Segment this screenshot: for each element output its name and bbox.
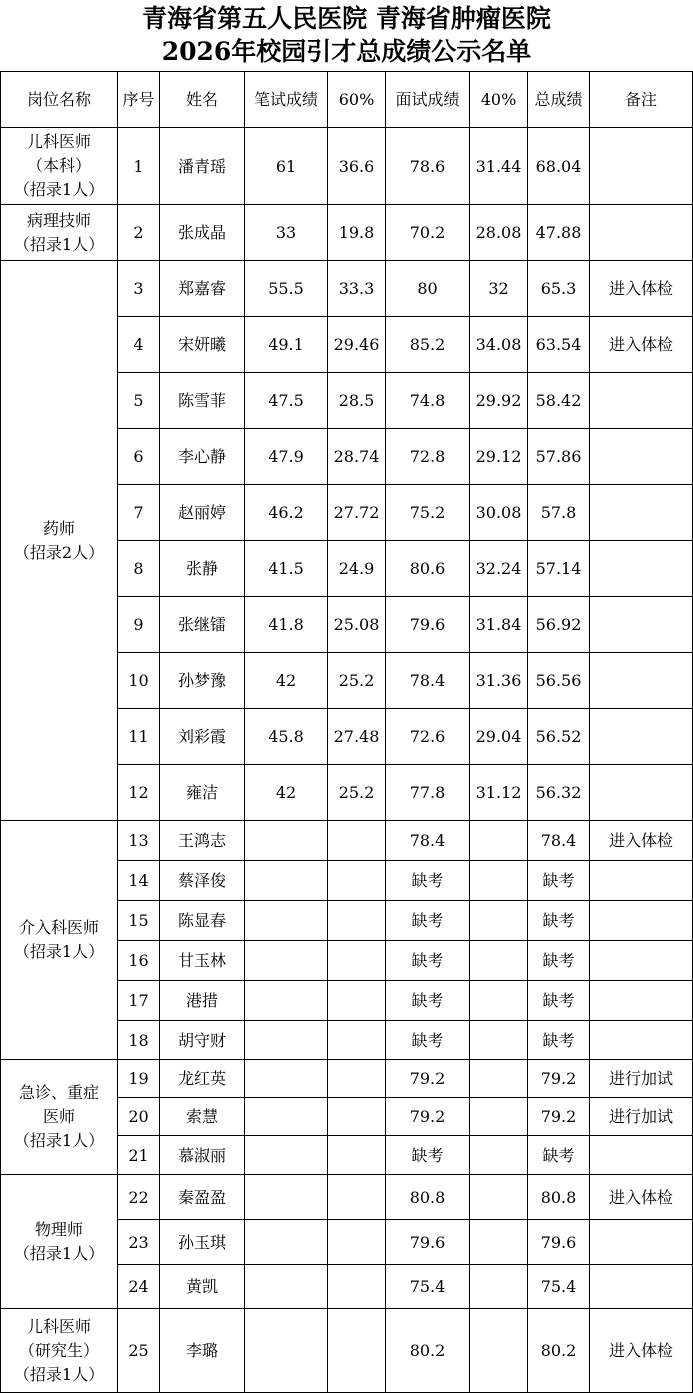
written-score-cell: 55.5 — [245, 261, 328, 317]
position-label-line: 儿科医师 — [26, 132, 91, 151]
written-score-cell — [245, 1021, 328, 1060]
position-cell — [1, 821, 118, 1060]
name-cell: 黄凯 — [160, 1265, 245, 1309]
name-cell: 陈雪菲 — [160, 373, 245, 429]
note-cell — [590, 861, 693, 901]
note-cell: 进行加试 — [590, 1098, 693, 1136]
header-interview-40: 40% — [470, 72, 528, 128]
seq-cell: 7 — [118, 485, 160, 541]
note-cell — [590, 429, 693, 485]
position-label-line: 病理技师 — [26, 210, 91, 230]
interview-40-cell: 30.08 — [470, 485, 528, 541]
interview-score-cell: 79.2 — [386, 1060, 470, 1098]
written-60-cell: 24.9 — [328, 541, 386, 597]
total-score-cell: 47.88 — [528, 205, 590, 261]
written-60-cell: 28.5 — [328, 373, 386, 429]
interview-40-cell — [470, 981, 528, 1021]
interview-score-cell: 79.6 — [386, 1220, 470, 1265]
written-score-cell — [245, 1265, 328, 1309]
header-name: 姓名 — [160, 72, 245, 128]
total-score-cell: 78.4 — [528, 821, 590, 861]
interview-score-cell: 78.4 — [386, 821, 470, 861]
table-row — [1, 261, 693, 317]
written-60-cell — [328, 1265, 386, 1309]
total-score-cell: 57.8 — [528, 485, 590, 541]
interview-score-cell: 80.2 — [386, 1309, 470, 1393]
written-60-cell — [328, 981, 386, 1021]
name-cell: 宋妍曦 — [160, 317, 245, 373]
note-cell — [590, 901, 693, 941]
written-60-cell: 25.2 — [328, 765, 386, 821]
interview-score-cell: 75.2 — [386, 485, 470, 541]
header-written-60: 60% — [328, 72, 386, 128]
position-label-line: （研究生） — [18, 1340, 99, 1360]
position-label-line: 医师 — [42, 1107, 75, 1126]
total-score-cell: 56.92 — [528, 597, 590, 653]
position-cell — [1, 261, 118, 821]
name-cell: 胡守财 — [160, 1021, 245, 1060]
interview-score-cell: 缺考 — [386, 1136, 470, 1175]
interview-40-cell — [470, 1265, 528, 1309]
total-score-cell: 79.2 — [528, 1060, 590, 1098]
written-score-cell — [245, 821, 328, 861]
written-60-cell — [328, 1309, 386, 1393]
name-cell: 龙红英 — [160, 1060, 245, 1098]
note-cell — [590, 1021, 693, 1060]
header-written: 笔试成绩 — [245, 72, 328, 128]
name-cell: 王鸿志 — [160, 821, 245, 861]
interview-40-cell — [470, 1060, 528, 1098]
results-table — [0, 71, 693, 1393]
interview-score-cell: 缺考 — [386, 861, 470, 901]
written-score-cell — [245, 1220, 328, 1265]
interview-40-cell: 29.12 — [470, 429, 528, 485]
note-cell — [590, 128, 693, 205]
position-label-line: （招录1人） — [13, 1243, 105, 1263]
interview-score-cell: 缺考 — [386, 981, 470, 1021]
seq-cell: 15 — [118, 901, 160, 941]
total-score-cell: 缺考 — [528, 1021, 590, 1060]
position-label-line: 药师 — [42, 518, 75, 538]
table-row — [1, 128, 693, 205]
written-60-cell: 36.6 — [328, 128, 386, 205]
header-position: 岗位名称 — [1, 72, 118, 128]
header-row — [1, 72, 693, 128]
written-score-cell: 33 — [245, 205, 328, 261]
written-60-cell — [328, 1220, 386, 1265]
seq-cell: 19 — [118, 1060, 160, 1098]
position-label-line: （招录1人） — [13, 942, 105, 961]
interview-score-cell: 75.4 — [386, 1265, 470, 1309]
name-cell: 赵丽婷 — [160, 485, 245, 541]
interview-score-cell: 79.6 — [386, 597, 470, 653]
written-60-cell: 19.8 — [328, 205, 386, 261]
name-cell: 张静 — [160, 541, 245, 597]
name-cell: 张继镭 — [160, 597, 245, 653]
seq-cell: 2 — [118, 205, 160, 261]
note-cell: 进行加试 — [590, 1060, 693, 1098]
written-60-cell — [328, 941, 386, 981]
note-cell — [590, 485, 693, 541]
note-cell — [590, 653, 693, 709]
seq-cell: 9 — [118, 597, 160, 653]
seq-cell: 23 — [118, 1220, 160, 1265]
seq-cell: 6 — [118, 429, 160, 485]
header-note: 备注 — [590, 72, 693, 128]
written-60-cell — [328, 861, 386, 901]
written-score-cell: 45.8 — [245, 709, 328, 765]
interview-score-cell: 80.8 — [386, 1175, 470, 1220]
interview-score-cell: 80 — [386, 261, 470, 317]
note-cell — [590, 1136, 693, 1175]
position-label-line: （本科） — [26, 156, 91, 175]
written-60-cell — [328, 1021, 386, 1060]
total-score-cell: 56.52 — [528, 709, 590, 765]
document-title — [0, 0, 693, 71]
note-cell: 进入体检 — [590, 1175, 693, 1220]
seq-cell: 22 — [118, 1175, 160, 1220]
name-cell: 甘玉林 — [160, 941, 245, 981]
seq-cell: 12 — [118, 765, 160, 821]
interview-40-cell: 32 — [470, 261, 528, 317]
name-cell: 港措 — [160, 981, 245, 1021]
interview-score-cell: 85.2 — [386, 317, 470, 373]
written-60-cell: 33.3 — [328, 261, 386, 317]
interview-score-cell: 78.6 — [386, 128, 470, 205]
position-label-line: 介入科医师 — [18, 918, 99, 937]
interview-40-cell: 28.08 — [470, 205, 528, 261]
written-score-cell: 41.5 — [245, 541, 328, 597]
total-score-cell: 58.42 — [528, 373, 590, 429]
interview-score-cell: 70.2 — [386, 205, 470, 261]
seq-cell: 24 — [118, 1265, 160, 1309]
total-score-cell: 缺考 — [528, 901, 590, 941]
total-score-cell: 80.8 — [528, 1175, 590, 1220]
table-row — [1, 205, 693, 261]
position-cell — [1, 1309, 118, 1393]
total-score-cell: 缺考 — [528, 941, 590, 981]
seq-cell: 4 — [118, 317, 160, 373]
seq-cell: 5 — [118, 373, 160, 429]
note-cell: 进入体检 — [590, 1309, 693, 1393]
interview-score-cell: 78.4 — [386, 653, 470, 709]
name-cell: 李心静 — [160, 429, 245, 485]
table-row — [1, 821, 693, 861]
note-cell — [590, 1265, 693, 1309]
interview-score-cell: 72.6 — [386, 709, 470, 765]
interview-score-cell: 缺考 — [386, 901, 470, 941]
name-cell: 孙梦豫 — [160, 653, 245, 709]
total-score-cell: 79.6 — [528, 1220, 590, 1265]
interview-score-cell: 80.6 — [386, 541, 470, 597]
header-total: 总成绩 — [528, 72, 590, 128]
name-cell: 潘青瑶 — [160, 128, 245, 205]
interview-40-cell — [470, 1175, 528, 1220]
name-cell: 秦盈盈 — [160, 1175, 245, 1220]
note-cell: 进入体检 — [590, 821, 693, 861]
interview-40-cell — [470, 1136, 528, 1175]
seq-cell: 1 — [118, 128, 160, 205]
total-score-cell: 57.86 — [528, 429, 590, 485]
interview-score-cell: 缺考 — [386, 1021, 470, 1060]
total-score-cell: 缺考 — [528, 981, 590, 1021]
name-cell: 张成晶 — [160, 205, 245, 261]
written-score-cell: 47.9 — [245, 429, 328, 485]
name-cell: 索慧 — [160, 1098, 245, 1136]
written-score-cell: 42 — [245, 653, 328, 709]
name-cell: 刘彩霞 — [160, 709, 245, 765]
note-cell — [590, 1220, 693, 1265]
note-cell — [590, 941, 693, 981]
written-score-cell — [245, 1309, 328, 1393]
name-cell: 孙玉琪 — [160, 1220, 245, 1265]
title-line-2: 2026年校园引才总成绩公示名单 — [161, 37, 532, 66]
written-60-cell: 27.72 — [328, 485, 386, 541]
total-score-cell: 68.04 — [528, 128, 590, 205]
interview-40-cell: 34.08 — [470, 317, 528, 373]
total-score-cell: 缺考 — [528, 1136, 590, 1175]
interview-score-cell: 74.8 — [386, 373, 470, 429]
written-score-cell — [245, 941, 328, 981]
name-cell: 蔡泽俊 — [160, 861, 245, 901]
note-cell: 进入体检 — [590, 261, 693, 317]
interview-40-cell — [470, 1098, 528, 1136]
interview-40-cell — [470, 821, 528, 861]
written-60-cell — [328, 1136, 386, 1175]
interview-score-cell: 缺考 — [386, 941, 470, 981]
note-cell — [590, 765, 693, 821]
position-label-line: 儿科医师 — [26, 1316, 91, 1336]
table-row — [1, 1060, 693, 1098]
written-score-cell — [245, 1136, 328, 1175]
written-60-cell — [328, 1060, 386, 1098]
header-no: 序号 — [118, 72, 160, 128]
name-cell: 慕淑丽 — [160, 1136, 245, 1175]
seq-cell: 17 — [118, 981, 160, 1021]
written-score-cell — [245, 1098, 328, 1136]
written-score-cell: 61 — [245, 128, 328, 205]
total-score-cell: 56.56 — [528, 653, 590, 709]
note-cell — [590, 981, 693, 1021]
interview-40-cell — [470, 901, 528, 941]
total-score-cell: 79.2 — [528, 1098, 590, 1136]
seq-cell: 14 — [118, 861, 160, 901]
written-score-cell: 42 — [245, 765, 328, 821]
position-label-line: 物理师 — [34, 1219, 83, 1239]
seq-cell: 25 — [118, 1309, 160, 1393]
total-score-cell: 57.14 — [528, 541, 590, 597]
written-60-cell — [328, 901, 386, 941]
interview-40-cell: 31.12 — [470, 765, 528, 821]
position-label-line: （招录1人） — [13, 180, 105, 199]
interview-40-cell: 29.92 — [470, 373, 528, 429]
interview-40-cell — [470, 1309, 528, 1393]
total-score-cell: 56.32 — [528, 765, 590, 821]
interview-40-cell — [470, 941, 528, 981]
interview-40-cell: 31.44 — [470, 128, 528, 205]
written-60-cell: 25.08 — [328, 597, 386, 653]
seq-cell: 16 — [118, 941, 160, 981]
written-60-cell: 29.46 — [328, 317, 386, 373]
written-60-cell — [328, 1098, 386, 1136]
written-60-cell: 27.48 — [328, 709, 386, 765]
total-score-cell: 缺考 — [528, 861, 590, 901]
interview-score-cell: 72.8 — [386, 429, 470, 485]
position-label-line: （招录1人） — [13, 1364, 105, 1384]
interview-40-cell: 29.04 — [470, 709, 528, 765]
table-body — [1, 128, 693, 1393]
interview-score-cell: 77.8 — [386, 765, 470, 821]
seq-cell: 3 — [118, 261, 160, 317]
note-cell — [590, 373, 693, 429]
written-60-cell: 28.74 — [328, 429, 386, 485]
written-score-cell: 41.8 — [245, 597, 328, 653]
table-row — [1, 1175, 693, 1220]
seq-cell: 8 — [118, 541, 160, 597]
interview-40-cell: 31.36 — [470, 653, 528, 709]
position-label-line: （招录1人） — [13, 234, 105, 254]
written-60-cell — [328, 1175, 386, 1220]
note-cell — [590, 597, 693, 653]
name-cell: 陈显春 — [160, 901, 245, 941]
written-60-cell: 25.2 — [328, 653, 386, 709]
header-interview: 面试成绩 — [386, 72, 470, 128]
seq-cell: 11 — [118, 709, 160, 765]
position-cell — [1, 1060, 118, 1175]
position-label-line: 急诊、重症 — [18, 1083, 99, 1102]
note-cell — [590, 205, 693, 261]
name-cell: 雍洁 — [160, 765, 245, 821]
interview-40-cell — [470, 1220, 528, 1265]
written-score-cell — [245, 1175, 328, 1220]
interview-40-cell — [470, 861, 528, 901]
interview-score-cell: 79.2 — [386, 1098, 470, 1136]
position-cell — [1, 128, 118, 205]
seq-cell: 13 — [118, 821, 160, 861]
written-score-cell: 46.2 — [245, 485, 328, 541]
seq-cell: 20 — [118, 1098, 160, 1136]
note-cell: 进入体检 — [590, 317, 693, 373]
total-score-cell: 63.54 — [528, 317, 590, 373]
table-row — [1, 1309, 693, 1393]
position-cell — [1, 1175, 118, 1309]
interview-40-cell: 31.84 — [470, 597, 528, 653]
position-cell — [1, 205, 118, 261]
title-line-1: 青海省第五人民医院 青海省肿瘤医院 — [142, 4, 551, 33]
total-score-cell: 80.2 — [528, 1309, 590, 1393]
written-score-cell: 47.5 — [245, 373, 328, 429]
name-cell: 李璐 — [160, 1309, 245, 1393]
position-label-line: （招录2人） — [13, 542, 105, 562]
note-cell — [590, 709, 693, 765]
written-60-cell — [328, 821, 386, 861]
position-label-line: （招录1人） — [13, 1131, 105, 1150]
total-score-cell: 65.3 — [528, 261, 590, 317]
total-score-cell: 75.4 — [528, 1265, 590, 1309]
interview-40-cell: 32.24 — [470, 541, 528, 597]
written-score-cell: 49.1 — [245, 317, 328, 373]
name-cell: 郑嘉睿 — [160, 261, 245, 317]
seq-cell: 10 — [118, 653, 160, 709]
interview-40-cell — [470, 1021, 528, 1060]
written-score-cell — [245, 861, 328, 901]
written-score-cell — [245, 981, 328, 1021]
seq-cell: 21 — [118, 1136, 160, 1175]
note-cell — [590, 541, 693, 597]
written-score-cell — [245, 901, 328, 941]
written-score-cell — [245, 1060, 328, 1098]
seq-cell: 18 — [118, 1021, 160, 1060]
